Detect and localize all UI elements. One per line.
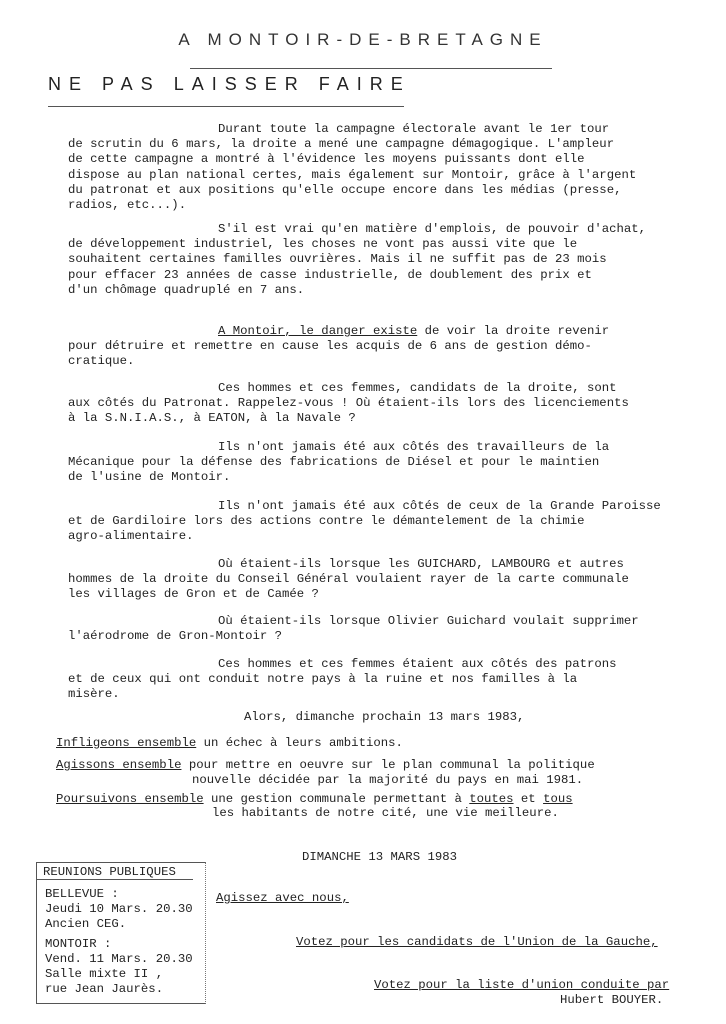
paragraph-aerodrome [68, 614, 662, 644]
text-line: à la S.N.I.A.S., à EATON, à la Navale ? [68, 411, 356, 426]
text-line: de voir la droite revenir [417, 324, 610, 338]
meeting-line: Ancien CEG. [45, 917, 127, 931]
call-infligeons-underlined: Infligeons ensemble [56, 736, 197, 750]
votez-candidats-line: Votez pour les candidats de l'Union de la Gauche, [296, 935, 658, 949]
text-line: et de Gardiloire lors des actions contre le démantelement de la chimie [68, 514, 585, 529]
text-line: du patronat et aux positions qu'elle occupe encore dans les médias (presse, [68, 182, 622, 197]
meeting-line: BELLEVUE : [45, 887, 119, 901]
text-line: d'un chômage quadruplé en 7 ans. [68, 282, 305, 297]
text-line: et de ceux qui ont conduit notre pays à la ruine et nos familles à la [68, 672, 578, 687]
word-tous: tous [543, 792, 573, 806]
text-line: Ils n'ont jamais été aux côtés de ceux de la Grande Paroisse [218, 499, 661, 513]
paragraph-patrons [68, 657, 662, 703]
text-line: pour détruire et remettre en cause les acquis de 6 ans de gestion démo- [68, 339, 592, 354]
text-line: de cette campagne a montré à l'évidence les moyens puissants dont elle [68, 152, 585, 167]
text-line: l'aérodrome de Gron-Montoir ? [68, 629, 283, 644]
title-rule [190, 68, 552, 69]
text-line: les villages de Gron et de Camée ? [68, 587, 319, 602]
page-subtitle: NE PAS LAISSER FAIRE [48, 74, 411, 94]
call-infligeons [56, 736, 403, 750]
text-line: Ils n'ont jamais été aux côtés des travailleurs de la [218, 440, 610, 454]
text-line: Ces hommes et ces femmes, candidats de la droite, sont [218, 381, 617, 395]
votez-liste-line: Votez pour la liste d'union conduite par [374, 978, 670, 992]
text-line: de l'usine de Montoir. [68, 470, 231, 485]
call-agissons-underlined: Agissons ensemble [56, 758, 182, 772]
text-line: Durant toute la campagne électorale avant le 1er tour [218, 122, 610, 136]
text-line: cratique. [68, 354, 135, 369]
text-line: souhaitent certaines familles ouvrières. Mais il ne suffit pas de 23 mois [68, 252, 607, 267]
call-poursuivons-underlined: Poursuivons ensemble [56, 792, 204, 806]
paragraph-chimie [68, 499, 662, 545]
text-line: Mécanique pour la défense des fabrications de Diésel et pour le maintien [68, 455, 600, 470]
text-line: radios, etc...). [68, 198, 187, 213]
call-infligeons-rest: un échec à leurs ambitions. [196, 736, 403, 750]
paragraph-economy [68, 222, 662, 298]
paragraph-patronat [68, 381, 662, 427]
meeting-line: rue Jean Jaurès. [45, 982, 164, 996]
meeting-line: MONTOIR : [45, 937, 112, 951]
word-toutes: toutes [469, 792, 514, 806]
text-line: aux côtés du Patronat. Rappelez-vous ! Où étaient-ils lors des licenciements [68, 396, 629, 411]
call-poursuivons-rest-a: une gestion communale permettant à [203, 792, 470, 806]
text-line: S'il est vrai qu'en matière d'emplois, de pouvoir d'achat, [218, 222, 647, 236]
election-date: DIMANCHE 13 MARS 1983 [302, 850, 457, 864]
meeting-line: Jeudi 10 Mars. 20.30 [45, 902, 193, 916]
alors-line: Alors, dimanche prochain 13 mars 1983, [244, 710, 525, 724]
paragraph-campaign [68, 122, 662, 213]
text-line: de développement industriel, les choses ne vont pas aussi vite que le [68, 237, 578, 252]
text-line: de scrutin du 6 mars, la droite a mené une campagne démagogique. L'ampleur [68, 137, 615, 152]
paragraph-mecanique [68, 440, 662, 486]
text-line: agro-alimentaire. [68, 529, 194, 544]
call-poursuivons-line2: les habitants de notre cité, une vie meilleure. [212, 806, 559, 820]
public-meetings-box [36, 862, 206, 1004]
text-line: misère. [68, 687, 120, 702]
call-poursuivons-rest-b: et [513, 792, 544, 806]
meeting-line: Vend. 11 Mars. 20.30 [45, 952, 193, 966]
call-agissons [56, 758, 595, 772]
call-agissons-rest: pour mettre en oeuvre sur le plan communal la politique [181, 758, 595, 772]
subtitle-rule [48, 106, 404, 107]
text-line: Ces hommes et ces femmes étaient aux côtés des patrons [218, 657, 617, 671]
text-line: Où étaient-ils lorsque Olivier Guichard voulait supprimer [218, 614, 639, 628]
public-meetings-header: REUNIONS PUBLIQUES [37, 865, 193, 880]
call-agissons-line2: nouvelle décidée par la majorité du pays en mai 1981. [192, 773, 584, 787]
page-title: A MONTOIR-DE-BRETAGNE [178, 30, 548, 49]
text-line: hommes de la droite du Conseil Général voulaient rayer de la carte communale [68, 572, 629, 587]
text-line: Où étaient-ils lorsque les GUICHARD, LAMBOURG et autres [218, 557, 624, 571]
call-poursuivons [56, 792, 573, 806]
text-line: dispose au plan national certes, mais également sur Montoir, grâce à l'argent [68, 167, 637, 182]
text-line: pour effacer 23 années de casse industrielle, de doublement des prix et [68, 267, 592, 282]
meeting-line: Salle mixte II , [45, 967, 164, 981]
danger-underlined: A Montoir, le danger existe [218, 324, 418, 338]
paragraph-villages [68, 557, 662, 603]
paragraph-danger [68, 324, 662, 370]
candidate-name: Hubert BOUYER. [560, 993, 664, 1007]
agissez-line: Agissez avec nous, [216, 891, 349, 905]
